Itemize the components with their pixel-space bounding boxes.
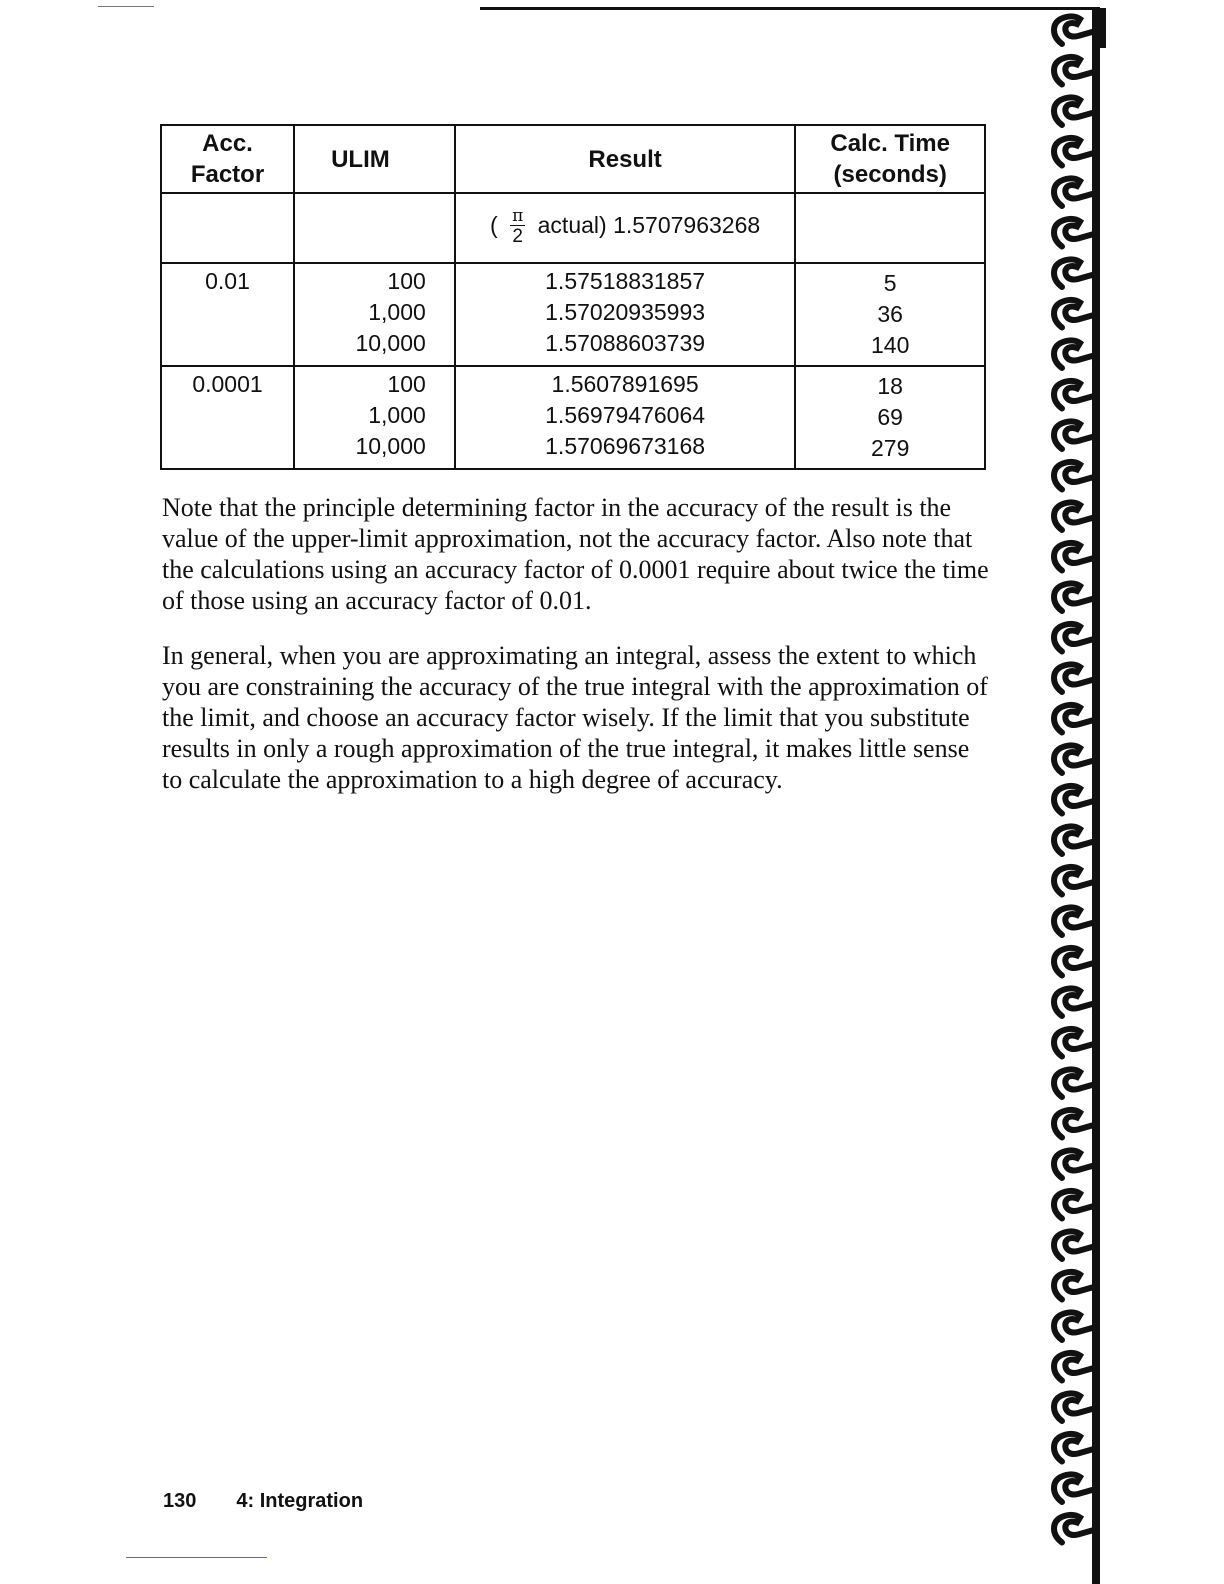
result-cell bbox=[455, 366, 796, 469]
page-number: 130 bbox=[163, 1490, 197, 1512]
header-calc-time bbox=[795, 125, 985, 193]
calc-time-value: 18 bbox=[877, 373, 903, 399]
page-footer bbox=[163, 1490, 363, 1513]
spiral-coil bbox=[1054, 786, 1092, 814]
reference-actual-value: actual) 1.5707963268 bbox=[537, 212, 761, 239]
results-table bbox=[160, 124, 986, 470]
ulim-cell bbox=[294, 263, 455, 366]
ulim-value: 100 bbox=[387, 371, 426, 397]
spiral-coil bbox=[1054, 259, 1092, 287]
spiral-coil bbox=[1054, 1434, 1092, 1462]
spiral-coil bbox=[1054, 178, 1092, 206]
result-value: 1.57518831857 bbox=[545, 268, 706, 294]
bottom-rule bbox=[126, 1557, 267, 1558]
spiral-coil bbox=[1054, 867, 1092, 895]
body-text bbox=[162, 492, 992, 819]
paragraph-principle: Note that the principle determining factor in the accuracy of the result is the value of the upper-limit approximation, not the accuracy factor. Also note that the calculations using an accuracy factor of 0.0001 require about twice the time of those using an accuracy factor of 0.01. bbox=[162, 493, 989, 615]
spiral-coil bbox=[1054, 16, 1092, 44]
spiral-coil bbox=[1054, 1069, 1092, 1097]
acc-factor-cell: 0.0001 bbox=[161, 366, 294, 469]
spiral-coil bbox=[1054, 57, 1092, 85]
spiral-coil bbox=[1054, 1353, 1092, 1381]
spiral-coil bbox=[1054, 97, 1092, 125]
spiral-coil bbox=[1054, 462, 1092, 490]
calc-time-value: 69 bbox=[877, 404, 903, 430]
spiral-coil bbox=[1054, 826, 1092, 854]
spiral-coil bbox=[1054, 745, 1092, 773]
chapter-title: 4: Integration bbox=[236, 1490, 364, 1512]
calc-time-value: 279 bbox=[871, 435, 910, 461]
header-ulim: ULIM bbox=[294, 125, 455, 193]
spiral-coil bbox=[1054, 1393, 1092, 1421]
spiral-coil bbox=[1054, 421, 1092, 449]
result-value: 1.57020935993 bbox=[545, 299, 706, 325]
calc-time-cell bbox=[795, 366, 985, 469]
table-header-row bbox=[161, 125, 985, 193]
header-acc-factor bbox=[161, 125, 294, 193]
calc-time-value: 140 bbox=[871, 332, 910, 358]
spiral-coil bbox=[1054, 907, 1092, 935]
reference-time-cell bbox=[795, 193, 985, 263]
header-calc-time-line1: Calc. Time bbox=[830, 130, 950, 157]
group-row-acc-0-0001 bbox=[161, 366, 985, 469]
result-value: 1.56979476064 bbox=[545, 402, 706, 428]
result-cell bbox=[455, 263, 796, 366]
spiral-coil bbox=[1054, 1029, 1092, 1057]
spiral-coil bbox=[1054, 502, 1092, 530]
ulim-value: 1,000 bbox=[368, 299, 426, 325]
spiral-coil bbox=[1054, 1191, 1092, 1219]
ulim-value: 10,000 bbox=[355, 330, 426, 356]
calc-time-cell bbox=[795, 263, 985, 366]
spiral-coil bbox=[1054, 543, 1092, 571]
reference-row bbox=[161, 193, 985, 263]
group-row-acc-0-01 bbox=[161, 263, 985, 366]
reference-result-cell bbox=[455, 193, 796, 263]
spiral-coil bbox=[1054, 1474, 1092, 1502]
spiral-coil bbox=[1054, 583, 1092, 611]
result-value: 1.5607891695 bbox=[551, 371, 699, 397]
header-calc-time-line2: (seconds) bbox=[833, 161, 947, 188]
ulim-cell bbox=[294, 366, 455, 469]
calc-time-value: 5 bbox=[883, 270, 897, 296]
spiral-coil bbox=[1054, 664, 1092, 692]
calc-time-value: 36 bbox=[877, 301, 903, 327]
top-rule bbox=[480, 7, 1100, 10]
acc-factor-cell: 0.01 bbox=[161, 263, 294, 366]
spiral-coil bbox=[1054, 340, 1092, 368]
spiral-coil bbox=[1054, 988, 1092, 1016]
spiral-coil bbox=[1054, 1515, 1092, 1543]
spiral-coil bbox=[1054, 624, 1092, 652]
fraction-numerator: π bbox=[512, 206, 524, 226]
fraction-denominator: 2 bbox=[512, 226, 523, 247]
header-result: Result bbox=[455, 125, 796, 193]
ulim-value: 1,000 bbox=[368, 402, 426, 428]
top-rule-short bbox=[98, 6, 154, 7]
paragraph-general: In general, when you are approximating an integral, assess the extent to which you are constraining the accuracy of the true integral with the approximation of the limit, and choose an accuracy factor wisely. If the limit that you substitute results in only a rough approximation of the true integral, it makes little sense to calculate the approximation to a high degree of accuracy. bbox=[162, 641, 988, 794]
header-acc-factor-line2: Factor bbox=[190, 161, 265, 188]
reference-acc-cell bbox=[161, 193, 294, 263]
spiral-coil bbox=[1054, 1312, 1092, 1340]
spiral-coil bbox=[1054, 138, 1092, 166]
header-acc-factor-line1: Acc. bbox=[202, 130, 253, 157]
spiral-coil bbox=[1054, 705, 1092, 733]
spiral-coil bbox=[1054, 1272, 1092, 1300]
result-value: 1.57088603739 bbox=[545, 330, 706, 356]
pi-over-two-fraction bbox=[510, 208, 525, 246]
spiral-coil bbox=[1054, 948, 1092, 976]
spiral-coil bbox=[1054, 381, 1092, 409]
reference-open-paren: ( bbox=[490, 212, 498, 239]
spiral-coil bbox=[1054, 1231, 1092, 1259]
spiral-coil bbox=[1054, 300, 1092, 328]
ulim-value: 10,000 bbox=[355, 433, 426, 459]
spiral-binding-icon bbox=[1040, 0, 1224, 1584]
ulim-value: 100 bbox=[387, 268, 426, 294]
result-value: 1.57069673168 bbox=[545, 433, 706, 459]
spiral-coil bbox=[1054, 1150, 1092, 1178]
reference-ulim-cell bbox=[294, 193, 455, 263]
spiral-coil bbox=[1054, 1110, 1092, 1138]
spiral-coil bbox=[1054, 219, 1092, 247]
